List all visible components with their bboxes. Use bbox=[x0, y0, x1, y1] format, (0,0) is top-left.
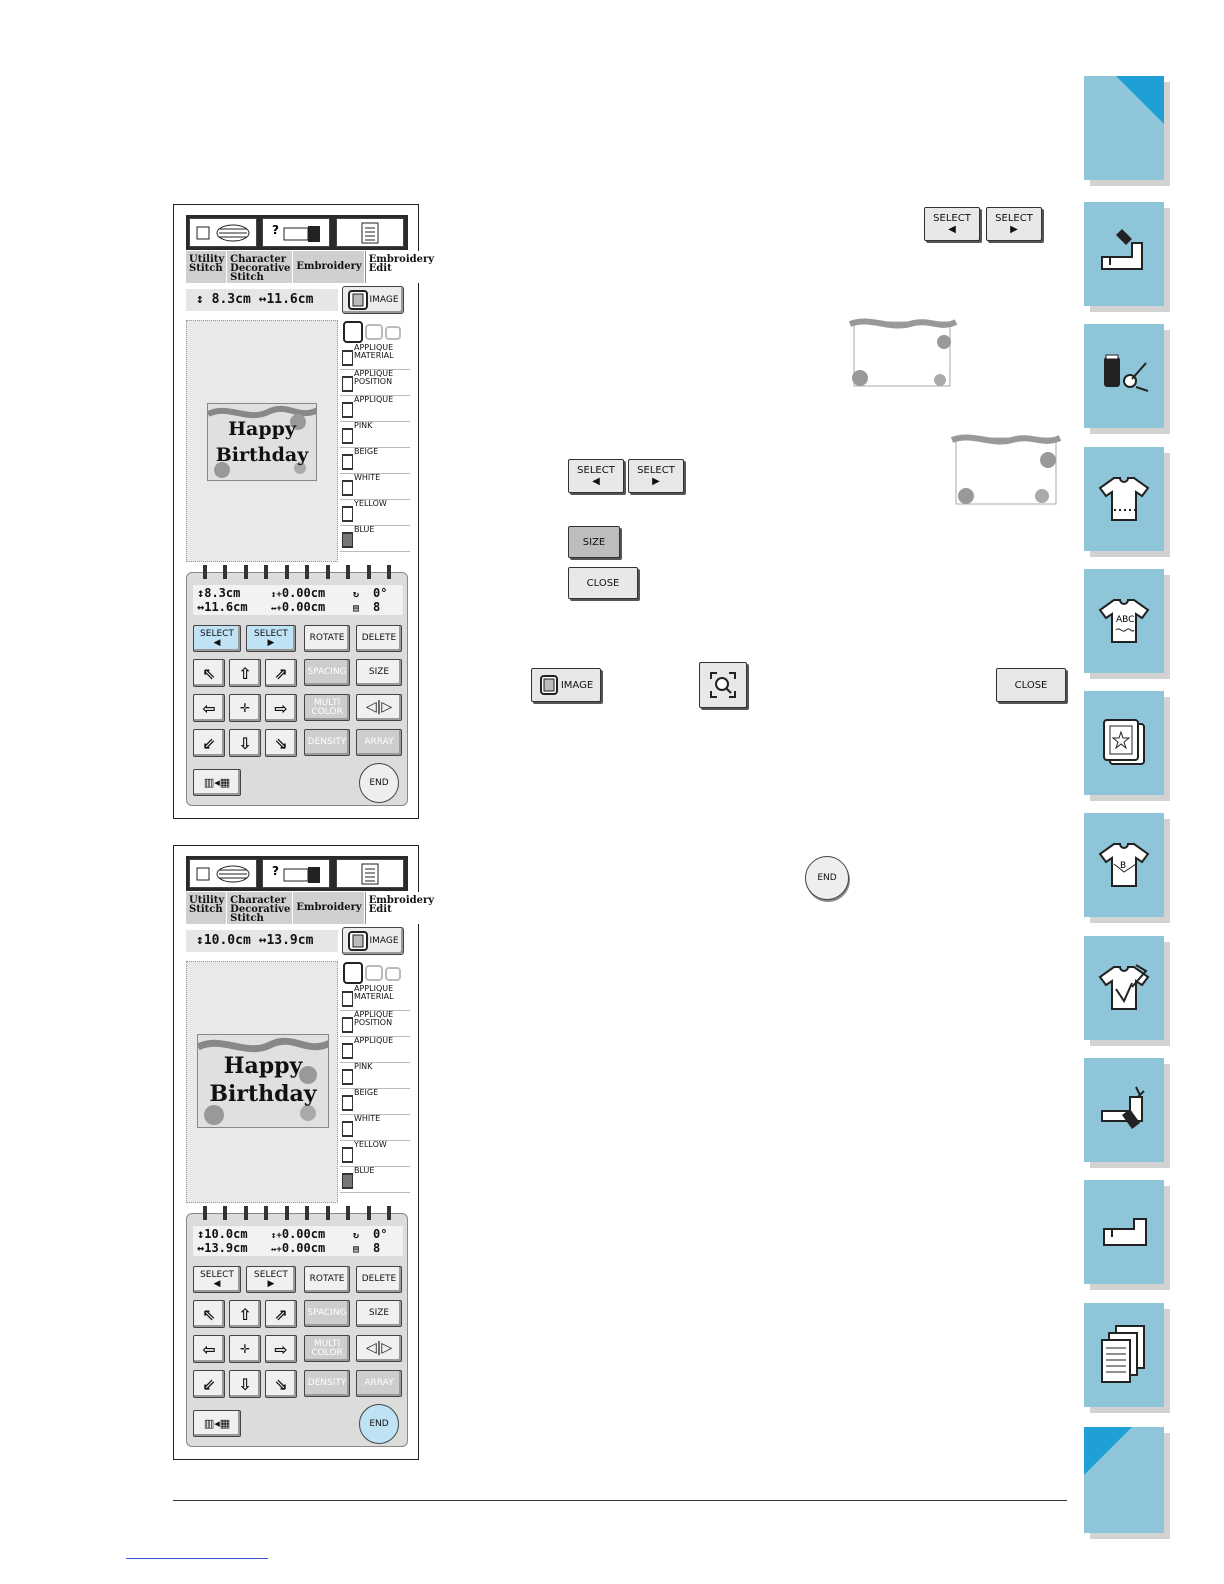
select-label: SELECT bbox=[254, 628, 288, 639]
size-button[interactable]: SIZE bbox=[356, 659, 402, 686]
end-button[interactable]: END bbox=[359, 1404, 399, 1444]
tab-threads[interactable] bbox=[1084, 324, 1164, 428]
select-prev-inline-button[interactable] bbox=[568, 459, 624, 493]
tab-embroidery[interactable]: Embroidery bbox=[293, 892, 364, 924]
embroidery-frame-icon bbox=[1096, 705, 1152, 779]
width-icon: ↔ bbox=[258, 933, 267, 948]
move-right-icon[interactable]: ⇨ bbox=[265, 694, 297, 722]
height-icon: ↕ bbox=[196, 292, 204, 307]
position-readout bbox=[193, 1226, 403, 1256]
left-arrow-icon: ◀ bbox=[213, 637, 221, 648]
image-label: IMAGE bbox=[369, 295, 399, 305]
select-next-button[interactable] bbox=[246, 1266, 296, 1293]
width-icon: ↔ bbox=[258, 292, 267, 307]
thread-item: YELLOW bbox=[340, 1141, 410, 1167]
rotate-icon: ↻ bbox=[353, 589, 360, 600]
move-up-left-icon[interactable]: ⇖ bbox=[193, 659, 225, 687]
select-label: SELECT bbox=[200, 1269, 234, 1280]
delete-button[interactable]: DELETE bbox=[356, 625, 402, 652]
tab-custom[interactable] bbox=[1084, 936, 1164, 1040]
ring bbox=[244, 565, 248, 579]
edit-control-panel bbox=[186, 1213, 408, 1447]
tab-utility[interactable] bbox=[1084, 447, 1164, 551]
image-button[interactable] bbox=[342, 286, 404, 314]
move-down-icon[interactable]: ⇩ bbox=[229, 1370, 261, 1398]
move-right-icon[interactable]: ⇨ bbox=[265, 1335, 297, 1363]
select-next-inline-button[interactable] bbox=[986, 207, 1042, 241]
readout-offset-v: 0.00cm bbox=[281, 586, 326, 600]
mirror-icon[interactable]: ◁|▷ bbox=[356, 694, 402, 721]
image-label: IMAGE bbox=[369, 936, 399, 946]
pattern-height: 10.0cm bbox=[203, 933, 251, 948]
select-next-inline-button[interactable] bbox=[628, 459, 684, 493]
pattern-width: 11.6cm bbox=[266, 292, 314, 307]
tab-chapter-end[interactable] bbox=[1084, 1427, 1164, 1533]
thread-palette-icon[interactable]: ▥◂▦ bbox=[193, 1410, 241, 1437]
card-text-line2: Birthday bbox=[215, 444, 309, 466]
size-button[interactable]: SIZE bbox=[356, 1300, 402, 1327]
floral-frame-icon bbox=[950, 430, 1062, 510]
lcd-screen-1 bbox=[173, 204, 435, 819]
readout-width: 11.6cm bbox=[204, 600, 248, 614]
select-label: SELECT bbox=[995, 213, 1033, 224]
thread-scissors-icon bbox=[1096, 338, 1152, 412]
document-icon bbox=[359, 221, 381, 245]
thread-item: PINK bbox=[340, 1063, 410, 1089]
birthday-card-pattern bbox=[197, 1034, 329, 1128]
tab-embroidery[interactable]: Embroidery bbox=[293, 251, 364, 283]
tab-machine[interactable] bbox=[1084, 1180, 1164, 1284]
thread-item: BEIGE bbox=[340, 1089, 410, 1115]
readout-angle: 0° bbox=[373, 1227, 388, 1241]
pattern-type-button[interactable] bbox=[189, 218, 257, 247]
tab-embroidery-edit[interactable]: Embroidery Edit bbox=[365, 251, 437, 283]
hoop-icon bbox=[347, 930, 369, 952]
document-icon bbox=[359, 862, 381, 886]
readout-offset-h: 0.00cm bbox=[281, 600, 326, 614]
readout-colors: 8 bbox=[373, 600, 381, 614]
ring bbox=[367, 565, 371, 579]
readout-angle: 0° bbox=[373, 586, 388, 600]
lcd-screen-2 bbox=[173, 845, 435, 1460]
select-prev-inline-button[interactable] bbox=[924, 207, 980, 241]
left-arrow-icon: ◀ bbox=[213, 1278, 221, 1289]
height-icon: ↕ bbox=[197, 586, 205, 600]
image-inline-button[interactable] bbox=[531, 668, 601, 702]
readout-height: 8.3cm bbox=[204, 586, 241, 600]
tab-utility-stitch[interactable]: Utility Stitch bbox=[186, 892, 227, 924]
tab-corner-marker bbox=[1116, 76, 1164, 124]
ring bbox=[346, 1206, 350, 1220]
floral-border-icon bbox=[208, 404, 317, 481]
pattern-size-display bbox=[186, 289, 338, 311]
delete-button[interactable]: DELETE bbox=[356, 1266, 402, 1293]
density-button[interactable]: DENSITY bbox=[304, 729, 350, 756]
help-button[interactable] bbox=[262, 218, 330, 247]
move-down-left-icon[interactable]: ⇙ bbox=[193, 1370, 225, 1398]
density-button[interactable]: DENSITY bbox=[304, 1370, 350, 1397]
array-button[interactable]: ARRAY bbox=[356, 729, 402, 756]
card-text-line1: Happy bbox=[223, 1053, 303, 1079]
close-inline-button[interactable]: CLOSE bbox=[996, 668, 1066, 702]
move-left-icon[interactable]: ⇦ bbox=[193, 694, 225, 722]
ring bbox=[346, 565, 350, 579]
thread-item: BEIGE bbox=[340, 448, 410, 474]
height-icon: ↕ bbox=[196, 933, 204, 948]
pattern-height: 8.3cm bbox=[211, 292, 251, 307]
position-readout bbox=[193, 585, 403, 615]
hoop-icon bbox=[347, 289, 369, 311]
embroidery-pattern-icon bbox=[195, 864, 251, 884]
floral-frame-icon bbox=[846, 312, 958, 392]
card-text-line2: Birthday bbox=[209, 1081, 317, 1107]
hoop-sizes-icon bbox=[342, 962, 408, 984]
tab-embroidery[interactable] bbox=[1084, 691, 1164, 795]
horizontal-offset-icon: ↔+ bbox=[271, 604, 282, 614]
thread-item: APPLIQUE MATERIAL bbox=[340, 344, 410, 370]
embroidery-pattern-icon bbox=[195, 223, 251, 243]
array-button[interactable]: ARRAY bbox=[356, 1370, 402, 1397]
right-arrow-icon: ▶ bbox=[267, 1278, 275, 1289]
multi-color-button[interactable]: MULTI COLOR bbox=[304, 1335, 350, 1362]
move-up-right-icon[interactable]: ⇗ bbox=[265, 1300, 297, 1328]
pattern-preview bbox=[186, 320, 338, 562]
tab-character-decorative[interactable]: Character Decorative Stitch bbox=[227, 251, 293, 283]
thread-item: BLUE bbox=[340, 1167, 410, 1193]
maintenance-icon bbox=[1096, 1072, 1152, 1146]
select-label: SELECT bbox=[577, 465, 615, 476]
thread-item: APPLIQUE POSITION bbox=[340, 370, 410, 396]
footer-rule bbox=[173, 1500, 1067, 1501]
machine-setup-icon bbox=[1096, 216, 1152, 290]
thread-item: APPLIQUE bbox=[340, 1037, 410, 1063]
thread-item: YELLOW bbox=[340, 500, 410, 526]
readout-width: 13.9cm bbox=[204, 1241, 248, 1255]
binder-rings bbox=[203, 1206, 391, 1220]
pages-icon bbox=[1096, 1317, 1152, 1391]
tab-utility-stitch[interactable]: Utility Stitch bbox=[186, 251, 227, 283]
thread-color-list bbox=[340, 961, 410, 1193]
mode-tabs bbox=[186, 251, 435, 283]
embroidery-edit-icon bbox=[1096, 827, 1152, 901]
select-prev-button[interactable] bbox=[193, 625, 241, 652]
svg-text:B: B bbox=[1120, 861, 1127, 871]
pattern-type-button[interactable] bbox=[189, 859, 257, 888]
rotate-button[interactable]: ROTATE bbox=[304, 1266, 350, 1293]
utility-stitch-icon bbox=[1096, 461, 1152, 535]
tab-machine-setup[interactable] bbox=[1084, 202, 1164, 306]
select-label: SELECT bbox=[200, 628, 234, 639]
ring bbox=[326, 565, 330, 579]
ring bbox=[223, 565, 227, 579]
edit-control-panel bbox=[186, 572, 408, 806]
ring bbox=[387, 1206, 391, 1220]
mode-tabs bbox=[186, 892, 435, 924]
pattern-thumbnail-large bbox=[950, 430, 1062, 510]
help-machine-icon bbox=[268, 863, 324, 885]
help-button[interactable] bbox=[262, 859, 330, 888]
zoom-icon bbox=[708, 670, 738, 700]
horizontal-offset-icon: ↔+ bbox=[271, 1245, 282, 1255]
center-icon[interactable]: ✛ bbox=[229, 694, 261, 722]
birthday-card-pattern bbox=[207, 403, 317, 481]
hoop-size-icons bbox=[340, 961, 410, 985]
hoop-sizes-icon bbox=[342, 321, 408, 343]
move-down-left-icon[interactable]: ⇙ bbox=[193, 729, 225, 757]
ring bbox=[326, 1206, 330, 1220]
right-arrow-icon: ▶ bbox=[1010, 224, 1018, 235]
rotate-icon: ↻ bbox=[353, 1230, 360, 1241]
spacing-button[interactable]: SPACING bbox=[304, 659, 350, 686]
ring bbox=[223, 1206, 227, 1220]
select-label: SELECT bbox=[254, 1269, 288, 1280]
select-next-button[interactable] bbox=[246, 625, 296, 652]
left-arrow-icon: ◀ bbox=[592, 476, 600, 487]
tab-character-decorative[interactable]: Character Decorative Stitch bbox=[227, 892, 293, 924]
vertical-offset-icon: ↕+ bbox=[271, 590, 282, 600]
ring bbox=[285, 1206, 289, 1220]
ring bbox=[367, 1206, 371, 1220]
svg-text:?: ? bbox=[272, 222, 279, 237]
character-stitch-icon bbox=[1096, 583, 1152, 657]
close-inline-button[interactable]: CLOSE bbox=[568, 567, 638, 599]
image-button[interactable] bbox=[342, 927, 404, 955]
thread-item: BLUE bbox=[340, 526, 410, 552]
settings-button[interactable] bbox=[336, 218, 404, 247]
tab-embroidery-edit[interactable] bbox=[1084, 813, 1164, 917]
center-icon[interactable]: ✛ bbox=[229, 1335, 261, 1363]
readout-offset-h: 0.00cm bbox=[281, 1241, 326, 1255]
rotate-button[interactable]: ROTATE bbox=[304, 625, 350, 652]
tab-maintenance[interactable] bbox=[1084, 1058, 1164, 1162]
select-label: SELECT bbox=[933, 213, 971, 224]
multi-color-button[interactable]: MULTI COLOR bbox=[304, 694, 350, 721]
hoop-size-icons bbox=[340, 320, 410, 344]
size-inline-button[interactable]: SIZE bbox=[568, 526, 620, 558]
readout-height: 10.0cm bbox=[204, 1227, 248, 1241]
settings-button[interactable] bbox=[336, 859, 404, 888]
tab-chapter-start[interactable] bbox=[1084, 76, 1164, 180]
ring bbox=[203, 1206, 207, 1220]
thread-item: WHITE bbox=[340, 474, 410, 500]
card-text-line1: Happy bbox=[228, 418, 296, 440]
thread-item: APPLIQUE bbox=[340, 396, 410, 422]
vertical-offset-icon: ↕+ bbox=[271, 1231, 282, 1241]
width-icon: ↔ bbox=[197, 1241, 205, 1255]
ring bbox=[305, 1206, 309, 1220]
move-down-right-icon[interactable]: ⇘ bbox=[265, 729, 297, 757]
mirror-icon[interactable]: ◁|▷ bbox=[356, 1335, 402, 1362]
image-label: IMAGE bbox=[560, 679, 594, 691]
pattern-width: 13.9cm bbox=[266, 933, 314, 948]
select-prev-button[interactable] bbox=[193, 1266, 241, 1293]
top-bar bbox=[186, 215, 408, 250]
select-label: SELECT bbox=[637, 465, 675, 476]
spacing-button[interactable]: SPACING bbox=[304, 1300, 350, 1327]
binder-rings bbox=[203, 565, 391, 579]
my-custom-stitch-icon bbox=[1096, 950, 1152, 1024]
tab-corner-marker bbox=[1084, 1427, 1132, 1475]
pattern-size-display bbox=[186, 930, 338, 952]
width-icon: ↔ bbox=[197, 600, 205, 614]
thread-item: WHITE bbox=[340, 1115, 410, 1141]
move-up-icon[interactable]: ⇧ bbox=[229, 1300, 261, 1328]
svg-text:?: ? bbox=[272, 863, 279, 878]
readout-colors: 8 bbox=[373, 1241, 381, 1255]
right-arrow-icon: ▶ bbox=[267, 637, 275, 648]
spool-icon: ▤ bbox=[353, 1244, 360, 1255]
spool-icon: ▤ bbox=[353, 603, 360, 614]
ring bbox=[305, 565, 309, 579]
move-up-left-icon[interactable]: ⇖ bbox=[193, 1300, 225, 1328]
thread-palette-icon[interactable]: ▥◂▦ bbox=[193, 769, 241, 796]
readout-offset-v: 0.00cm bbox=[281, 1227, 326, 1241]
pattern-thumbnail-small bbox=[846, 312, 958, 392]
ring bbox=[264, 565, 268, 579]
pattern-preview bbox=[186, 961, 338, 1203]
zoom-inline-button[interactable] bbox=[699, 662, 747, 708]
thread-color-list bbox=[340, 320, 410, 552]
move-up-icon[interactable]: ⇧ bbox=[229, 659, 261, 687]
footer-link-underline bbox=[126, 1558, 268, 1559]
move-left-icon[interactable]: ⇦ bbox=[193, 1335, 225, 1363]
thread-item: PINK bbox=[340, 422, 410, 448]
height-icon: ↕ bbox=[197, 1227, 205, 1241]
top-bar bbox=[186, 856, 408, 891]
tab-appendix[interactable] bbox=[1084, 1303, 1164, 1407]
move-up-right-icon[interactable]: ⇗ bbox=[265, 659, 297, 687]
svg-text:ABC: ABC bbox=[1116, 615, 1135, 625]
ring bbox=[387, 565, 391, 579]
thread-item: APPLIQUE MATERIAL bbox=[340, 985, 410, 1011]
ring bbox=[285, 565, 289, 579]
end-button[interactable]: END bbox=[359, 763, 399, 803]
hoop-icon bbox=[539, 674, 559, 696]
help-machine-icon bbox=[268, 222, 324, 244]
ring bbox=[203, 565, 207, 579]
tab-character[interactable] bbox=[1084, 569, 1164, 673]
ring bbox=[244, 1206, 248, 1220]
move-down-icon[interactable]: ⇩ bbox=[229, 729, 261, 757]
move-down-right-icon[interactable]: ⇘ bbox=[265, 1370, 297, 1398]
machine-icon bbox=[1096, 1194, 1152, 1268]
right-arrow-icon: ▶ bbox=[652, 476, 660, 487]
left-arrow-icon: ◀ bbox=[948, 224, 956, 235]
thread-item: APPLIQUE POSITION bbox=[340, 1011, 410, 1037]
tab-embroidery-edit[interactable]: Embroidery Edit bbox=[365, 892, 437, 924]
ring bbox=[264, 1206, 268, 1220]
end-inline-button[interactable]: END bbox=[805, 856, 849, 900]
